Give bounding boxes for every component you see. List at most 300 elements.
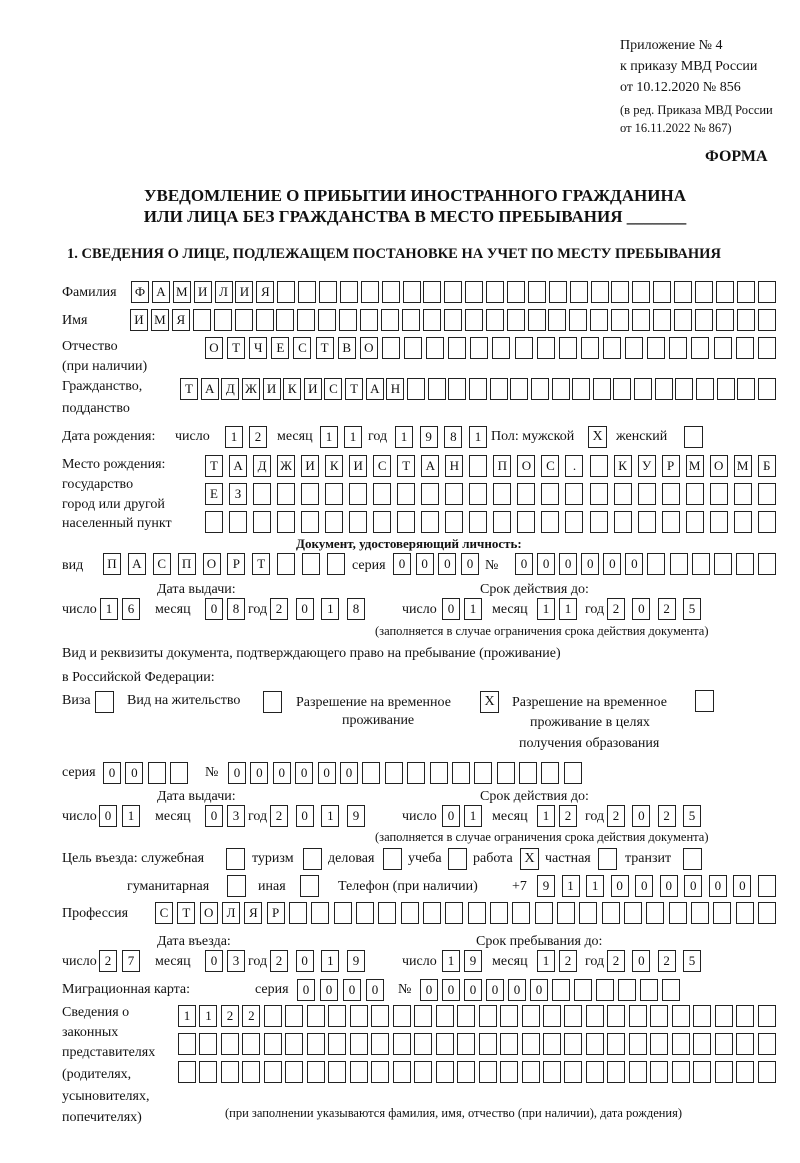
doc-expiry-day[interactable] xyxy=(442,598,482,620)
char-box[interactable] xyxy=(541,511,559,533)
char-box[interactable] xyxy=(445,483,463,505)
char-box[interactable] xyxy=(564,1033,582,1055)
char-box[interactable] xyxy=(470,337,488,359)
char-box[interactable] xyxy=(221,1061,239,1083)
char-box[interactable] xyxy=(469,378,487,400)
char-box[interactable]: 8 xyxy=(227,598,245,620)
char-box[interactable]: Д xyxy=(253,455,271,477)
char-box[interactable] xyxy=(264,1033,282,1055)
char-box[interactable]: 2 xyxy=(249,426,267,448)
char-box[interactable] xyxy=(214,309,232,331)
char-box[interactable]: У xyxy=(638,455,656,477)
char-box[interactable]: Л xyxy=(222,902,240,924)
stay-issue-day[interactable] xyxy=(99,805,140,827)
char-box[interactable]: З xyxy=(229,483,247,505)
char-box[interactable]: 0 xyxy=(416,553,434,575)
char-box[interactable]: Т xyxy=(345,378,363,400)
char-box[interactable]: Б xyxy=(758,455,776,477)
char-box[interactable] xyxy=(360,309,378,331)
char-box[interactable]: 6 xyxy=(122,598,140,620)
char-box[interactable]: 8 xyxy=(347,598,365,620)
char-box[interactable]: 5 xyxy=(683,950,701,972)
char-box[interactable] xyxy=(650,1061,668,1083)
char-box[interactable] xyxy=(541,762,559,784)
char-box[interactable]: 1 xyxy=(537,598,555,620)
char-box[interactable]: А xyxy=(152,281,170,303)
char-box[interactable] xyxy=(591,281,609,303)
char-box[interactable]: 0 xyxy=(684,875,702,897)
char-box[interactable] xyxy=(714,337,732,359)
char-box[interactable]: О xyxy=(203,553,221,575)
char-box[interactable] xyxy=(650,1033,668,1055)
stay-series-field[interactable] xyxy=(103,762,188,784)
char-box[interactable] xyxy=(565,483,583,505)
char-box[interactable]: 0 xyxy=(228,762,246,784)
doc-issue-year[interactable] xyxy=(270,598,365,620)
char-box[interactable] xyxy=(614,483,632,505)
char-box[interactable]: 0 xyxy=(709,875,727,897)
char-box[interactable] xyxy=(371,1061,389,1083)
char-box[interactable] xyxy=(736,1033,754,1055)
char-box[interactable]: 0 xyxy=(625,553,643,575)
char-box[interactable] xyxy=(486,309,504,331)
char-box[interactable] xyxy=(716,309,734,331)
char-box[interactable]: Т xyxy=(205,455,223,477)
representatives-row-3[interactable] xyxy=(178,1061,776,1083)
char-box[interactable] xyxy=(632,309,650,331)
char-box[interactable] xyxy=(515,337,533,359)
char-box[interactable]: Н xyxy=(386,378,404,400)
char-box[interactable]: 1 xyxy=(321,805,339,827)
char-box[interactable] xyxy=(469,483,487,505)
char-box[interactable] xyxy=(758,337,776,359)
char-box[interactable] xyxy=(264,1061,282,1083)
char-box[interactable] xyxy=(559,337,577,359)
char-box[interactable]: 1 xyxy=(464,805,482,827)
doc-series-field[interactable] xyxy=(393,553,479,575)
char-box[interactable] xyxy=(414,1033,432,1055)
char-box[interactable]: А xyxy=(421,455,439,477)
char-box[interactable]: П xyxy=(103,553,121,575)
char-box[interactable] xyxy=(407,378,425,400)
char-box[interactable]: 0 xyxy=(486,979,504,1001)
char-box[interactable] xyxy=(277,281,295,303)
char-box[interactable] xyxy=(602,902,620,924)
char-box[interactable]: 1 xyxy=(562,875,580,897)
char-box[interactable] xyxy=(444,281,462,303)
char-box[interactable] xyxy=(564,1061,582,1083)
char-box[interactable]: 2 xyxy=(607,805,625,827)
char-box[interactable]: 0 xyxy=(297,979,315,1001)
stay-expiry-day[interactable] xyxy=(442,805,482,827)
char-box[interactable] xyxy=(570,281,588,303)
char-box[interactable] xyxy=(307,1005,325,1027)
char-box[interactable]: И xyxy=(304,378,322,400)
phone-field[interactable] xyxy=(537,875,776,897)
char-box[interactable] xyxy=(492,337,510,359)
char-box[interactable] xyxy=(632,281,650,303)
char-box[interactable] xyxy=(500,1005,518,1027)
char-box[interactable]: С xyxy=(153,553,171,575)
char-box[interactable] xyxy=(717,378,735,400)
char-box[interactable] xyxy=(758,1005,776,1027)
char-box[interactable] xyxy=(564,1005,582,1027)
stay-expiry-year[interactable] xyxy=(607,805,701,827)
char-box[interactable]: 2 xyxy=(559,950,577,972)
char-box[interactable] xyxy=(674,309,692,331)
char-box[interactable]: 0 xyxy=(366,979,384,1001)
char-box[interactable] xyxy=(401,902,419,924)
char-box[interactable] xyxy=(445,902,463,924)
char-box[interactable] xyxy=(693,1005,711,1027)
citizenship-field[interactable] xyxy=(180,378,776,400)
char-box[interactable] xyxy=(713,902,731,924)
char-box[interactable] xyxy=(624,902,642,924)
char-box[interactable]: О xyxy=(205,337,223,359)
char-box[interactable] xyxy=(493,483,511,505)
char-box[interactable]: 3 xyxy=(227,805,245,827)
char-box[interactable] xyxy=(737,378,755,400)
char-box[interactable] xyxy=(193,309,211,331)
char-box[interactable]: Я xyxy=(256,281,274,303)
entry-year[interactable] xyxy=(270,950,365,972)
char-box[interactable]: И xyxy=(130,309,148,331)
char-box[interactable] xyxy=(734,483,752,505)
char-box[interactable]: 1 xyxy=(199,1005,217,1027)
char-box[interactable] xyxy=(325,511,343,533)
char-box[interactable]: О xyxy=(517,455,535,477)
char-box[interactable]: 0 xyxy=(461,553,479,575)
char-box[interactable]: 2 xyxy=(221,1005,239,1027)
char-box[interactable]: И xyxy=(235,281,253,303)
char-box[interactable] xyxy=(465,281,483,303)
char-box[interactable] xyxy=(468,902,486,924)
char-box[interactable] xyxy=(590,455,608,477)
char-box[interactable] xyxy=(543,1005,561,1027)
char-box[interactable] xyxy=(531,378,549,400)
char-box[interactable]: 1 xyxy=(537,805,555,827)
char-box[interactable] xyxy=(522,1005,540,1027)
char-box[interactable] xyxy=(512,902,530,924)
char-box[interactable] xyxy=(393,1061,411,1083)
char-box[interactable] xyxy=(393,1005,411,1027)
char-box[interactable] xyxy=(715,1033,733,1055)
char-box[interactable] xyxy=(319,281,337,303)
char-box[interactable] xyxy=(586,1033,604,1055)
purpose-other-checkbox[interactable] xyxy=(300,875,319,897)
char-box[interactable] xyxy=(662,979,680,1001)
char-box[interactable]: И xyxy=(301,455,319,477)
char-box[interactable]: 7 xyxy=(122,950,140,972)
char-box[interactable] xyxy=(590,511,608,533)
char-box[interactable]: В xyxy=(338,337,356,359)
char-box[interactable]: К xyxy=(325,455,343,477)
char-box[interactable]: 0 xyxy=(296,950,314,972)
char-box[interactable] xyxy=(302,553,320,575)
stay-issue-month[interactable] xyxy=(205,805,245,827)
char-box[interactable] xyxy=(646,902,664,924)
char-box[interactable] xyxy=(178,1061,196,1083)
char-box[interactable] xyxy=(586,1061,604,1083)
char-box[interactable] xyxy=(397,483,415,505)
char-box[interactable]: 9 xyxy=(347,805,365,827)
char-box[interactable] xyxy=(543,1061,561,1083)
char-box[interactable] xyxy=(593,378,611,400)
char-box[interactable]: Ф xyxy=(131,281,149,303)
stay-number-field[interactable] xyxy=(228,762,582,784)
visa-checkbox[interactable] xyxy=(95,691,114,713)
char-box[interactable] xyxy=(758,281,776,303)
char-box[interactable]: О xyxy=(710,455,728,477)
char-box[interactable]: 0 xyxy=(103,762,121,784)
entry-day[interactable] xyxy=(99,950,140,972)
char-box[interactable]: 0 xyxy=(340,762,358,784)
char-box[interactable] xyxy=(371,1005,389,1027)
char-box[interactable] xyxy=(517,483,535,505)
char-box[interactable] xyxy=(634,378,652,400)
char-box[interactable] xyxy=(423,902,441,924)
char-box[interactable]: 1 xyxy=(442,950,460,972)
char-box[interactable] xyxy=(199,1033,217,1055)
char-box[interactable] xyxy=(758,1033,776,1055)
char-box[interactable] xyxy=(349,483,367,505)
char-box[interactable] xyxy=(229,511,247,533)
edu-residence-checkbox[interactable] xyxy=(695,690,714,712)
char-box[interactable]: И xyxy=(194,281,212,303)
char-box[interactable] xyxy=(507,309,525,331)
char-box[interactable] xyxy=(629,1005,647,1027)
char-box[interactable]: 0 xyxy=(635,875,653,897)
char-box[interactable] xyxy=(318,309,336,331)
char-box[interactable] xyxy=(692,553,710,575)
char-box[interactable]: А xyxy=(229,455,247,477)
name-field[interactable] xyxy=(130,309,776,331)
char-box[interactable] xyxy=(452,762,470,784)
char-box[interactable]: 5 xyxy=(683,805,701,827)
char-box[interactable] xyxy=(148,762,166,784)
purpose-study-checkbox[interactable] xyxy=(448,848,467,870)
char-box[interactable] xyxy=(297,309,315,331)
char-box[interactable]: 0 xyxy=(530,979,548,1001)
char-box[interactable]: И xyxy=(349,455,367,477)
char-box[interactable]: 1 xyxy=(344,426,362,448)
char-box[interactable] xyxy=(669,337,687,359)
entry-month[interactable] xyxy=(205,950,245,972)
char-box[interactable] xyxy=(426,337,444,359)
char-box[interactable] xyxy=(436,1005,454,1027)
char-box[interactable] xyxy=(339,309,357,331)
char-box[interactable] xyxy=(350,1033,368,1055)
char-box[interactable] xyxy=(356,902,374,924)
purpose-tourism-checkbox[interactable] xyxy=(303,848,322,870)
char-box[interactable]: Т xyxy=(252,553,270,575)
char-box[interactable]: 1 xyxy=(464,598,482,620)
char-box[interactable] xyxy=(640,979,658,1001)
patronymic-field[interactable] xyxy=(205,337,776,359)
char-box[interactable]: 2 xyxy=(270,950,288,972)
char-box[interactable] xyxy=(552,378,570,400)
char-box[interactable]: 3 xyxy=(227,950,245,972)
char-box[interactable] xyxy=(586,1005,604,1027)
char-box[interactable]: С xyxy=(293,337,311,359)
char-box[interactable]: 1 xyxy=(395,426,413,448)
char-box[interactable] xyxy=(407,762,425,784)
char-box[interactable] xyxy=(402,309,420,331)
char-box[interactable]: 0 xyxy=(420,979,438,1001)
char-box[interactable] xyxy=(221,1033,239,1055)
char-box[interactable] xyxy=(552,979,570,1001)
char-box[interactable] xyxy=(490,902,508,924)
char-box[interactable] xyxy=(486,281,504,303)
char-box[interactable] xyxy=(653,281,671,303)
char-box[interactable]: 1 xyxy=(469,426,487,448)
migration-series-field[interactable] xyxy=(297,979,384,1001)
char-box[interactable]: Р xyxy=(662,455,680,477)
birth-place-row-1[interactable] xyxy=(205,455,776,477)
char-box[interactable]: С xyxy=(155,902,173,924)
char-box[interactable]: 0 xyxy=(464,979,482,1001)
char-box[interactable] xyxy=(497,762,515,784)
char-box[interactable]: Ж xyxy=(242,378,260,400)
char-box[interactable] xyxy=(543,1033,561,1055)
profession-field[interactable] xyxy=(155,902,776,924)
char-box[interactable]: 8 xyxy=(444,426,462,448)
birth-day-field[interactable] xyxy=(225,426,267,448)
char-box[interactable]: 0 xyxy=(99,805,117,827)
char-box[interactable]: 0 xyxy=(295,762,313,784)
char-box[interactable] xyxy=(736,1005,754,1027)
char-box[interactable] xyxy=(510,378,528,400)
char-box[interactable]: 0 xyxy=(559,553,577,575)
char-box[interactable] xyxy=(436,1033,454,1055)
char-box[interactable] xyxy=(448,378,466,400)
doc-issue-day[interactable] xyxy=(100,598,140,620)
char-box[interactable] xyxy=(528,281,546,303)
char-box[interactable] xyxy=(715,1005,733,1027)
stay-until-month[interactable] xyxy=(537,950,577,972)
representatives-row-1[interactable] xyxy=(178,1005,776,1027)
char-box[interactable] xyxy=(448,337,466,359)
char-box[interactable]: Ж xyxy=(277,455,295,477)
char-box[interactable] xyxy=(325,483,343,505)
char-box[interactable] xyxy=(289,902,307,924)
char-box[interactable] xyxy=(519,762,537,784)
char-box[interactable]: Н xyxy=(445,455,463,477)
doc-number-field[interactable] xyxy=(515,553,776,575)
char-box[interactable] xyxy=(611,309,629,331)
char-box[interactable] xyxy=(607,1033,625,1055)
char-box[interactable]: Я xyxy=(172,309,190,331)
char-box[interactable]: 0 xyxy=(125,762,143,784)
char-box[interactable]: С xyxy=(373,455,391,477)
char-box[interactable] xyxy=(371,1033,389,1055)
char-box[interactable] xyxy=(625,337,643,359)
char-box[interactable] xyxy=(170,762,188,784)
char-box[interactable]: 0 xyxy=(508,979,526,1001)
char-box[interactable] xyxy=(373,511,391,533)
char-box[interactable]: 0 xyxy=(318,762,336,784)
char-box[interactable]: 1 xyxy=(225,426,243,448)
char-box[interactable]: 0 xyxy=(250,762,268,784)
char-box[interactable] xyxy=(618,979,636,1001)
char-box[interactable] xyxy=(457,1005,475,1027)
char-box[interactable] xyxy=(710,511,728,533)
char-box[interactable]: Я xyxy=(244,902,262,924)
char-box[interactable]: Р xyxy=(227,553,245,575)
char-box[interactable]: 1 xyxy=(122,805,140,827)
purpose-transit-checkbox[interactable] xyxy=(683,848,702,870)
char-box[interactable]: К xyxy=(283,378,301,400)
char-box[interactable] xyxy=(629,1061,647,1083)
char-box[interactable] xyxy=(298,281,316,303)
char-box[interactable]: 1 xyxy=(559,598,577,620)
char-box[interactable] xyxy=(572,378,590,400)
char-box[interactable]: Т xyxy=(227,337,245,359)
char-box[interactable]: 0 xyxy=(442,979,460,1001)
char-box[interactable] xyxy=(507,281,525,303)
char-box[interactable] xyxy=(242,1061,260,1083)
char-box[interactable]: О xyxy=(200,902,218,924)
char-box[interactable] xyxy=(758,511,776,533)
char-box[interactable] xyxy=(569,309,587,331)
char-box[interactable] xyxy=(638,511,656,533)
char-box[interactable] xyxy=(381,309,399,331)
char-box[interactable] xyxy=(686,483,704,505)
char-box[interactable]: Р xyxy=(267,902,285,924)
char-box[interactable] xyxy=(541,483,559,505)
char-box[interactable] xyxy=(382,281,400,303)
char-box[interactable]: 2 xyxy=(270,805,288,827)
char-box[interactable] xyxy=(276,309,294,331)
char-box[interactable] xyxy=(430,762,448,784)
char-box[interactable] xyxy=(564,762,582,784)
char-box[interactable] xyxy=(693,1033,711,1055)
char-box[interactable] xyxy=(603,337,621,359)
char-box[interactable]: Д xyxy=(221,378,239,400)
char-box[interactable] xyxy=(758,902,776,924)
char-box[interactable] xyxy=(579,902,597,924)
char-box[interactable] xyxy=(444,309,462,331)
char-box[interactable] xyxy=(328,1061,346,1083)
char-box[interactable]: 0 xyxy=(515,553,533,575)
char-box[interactable] xyxy=(457,1061,475,1083)
char-box[interactable] xyxy=(479,1033,497,1055)
char-box[interactable] xyxy=(537,337,555,359)
char-box[interactable]: Ч xyxy=(249,337,267,359)
char-box[interactable] xyxy=(607,1061,625,1083)
char-box[interactable] xyxy=(253,511,271,533)
char-box[interactable] xyxy=(647,337,665,359)
sex-female-checkbox[interactable] xyxy=(684,426,703,448)
char-box[interactable] xyxy=(675,378,693,400)
char-box[interactable]: 0 xyxy=(296,805,314,827)
char-box[interactable] xyxy=(557,902,575,924)
char-box[interactable] xyxy=(362,762,380,784)
char-box[interactable] xyxy=(479,1005,497,1027)
char-box[interactable] xyxy=(414,1005,432,1027)
char-box[interactable]: 0 xyxy=(581,553,599,575)
char-box[interactable]: М xyxy=(173,281,191,303)
char-box[interactable] xyxy=(423,281,441,303)
char-box[interactable] xyxy=(307,1061,325,1083)
char-box[interactable]: 2 xyxy=(99,950,117,972)
char-box[interactable] xyxy=(277,553,295,575)
char-box[interactable] xyxy=(691,337,709,359)
temp-residence-checkbox[interactable]: X xyxy=(480,691,499,713)
char-box[interactable] xyxy=(611,281,629,303)
char-box[interactable] xyxy=(522,1061,540,1083)
char-box[interactable] xyxy=(736,553,754,575)
